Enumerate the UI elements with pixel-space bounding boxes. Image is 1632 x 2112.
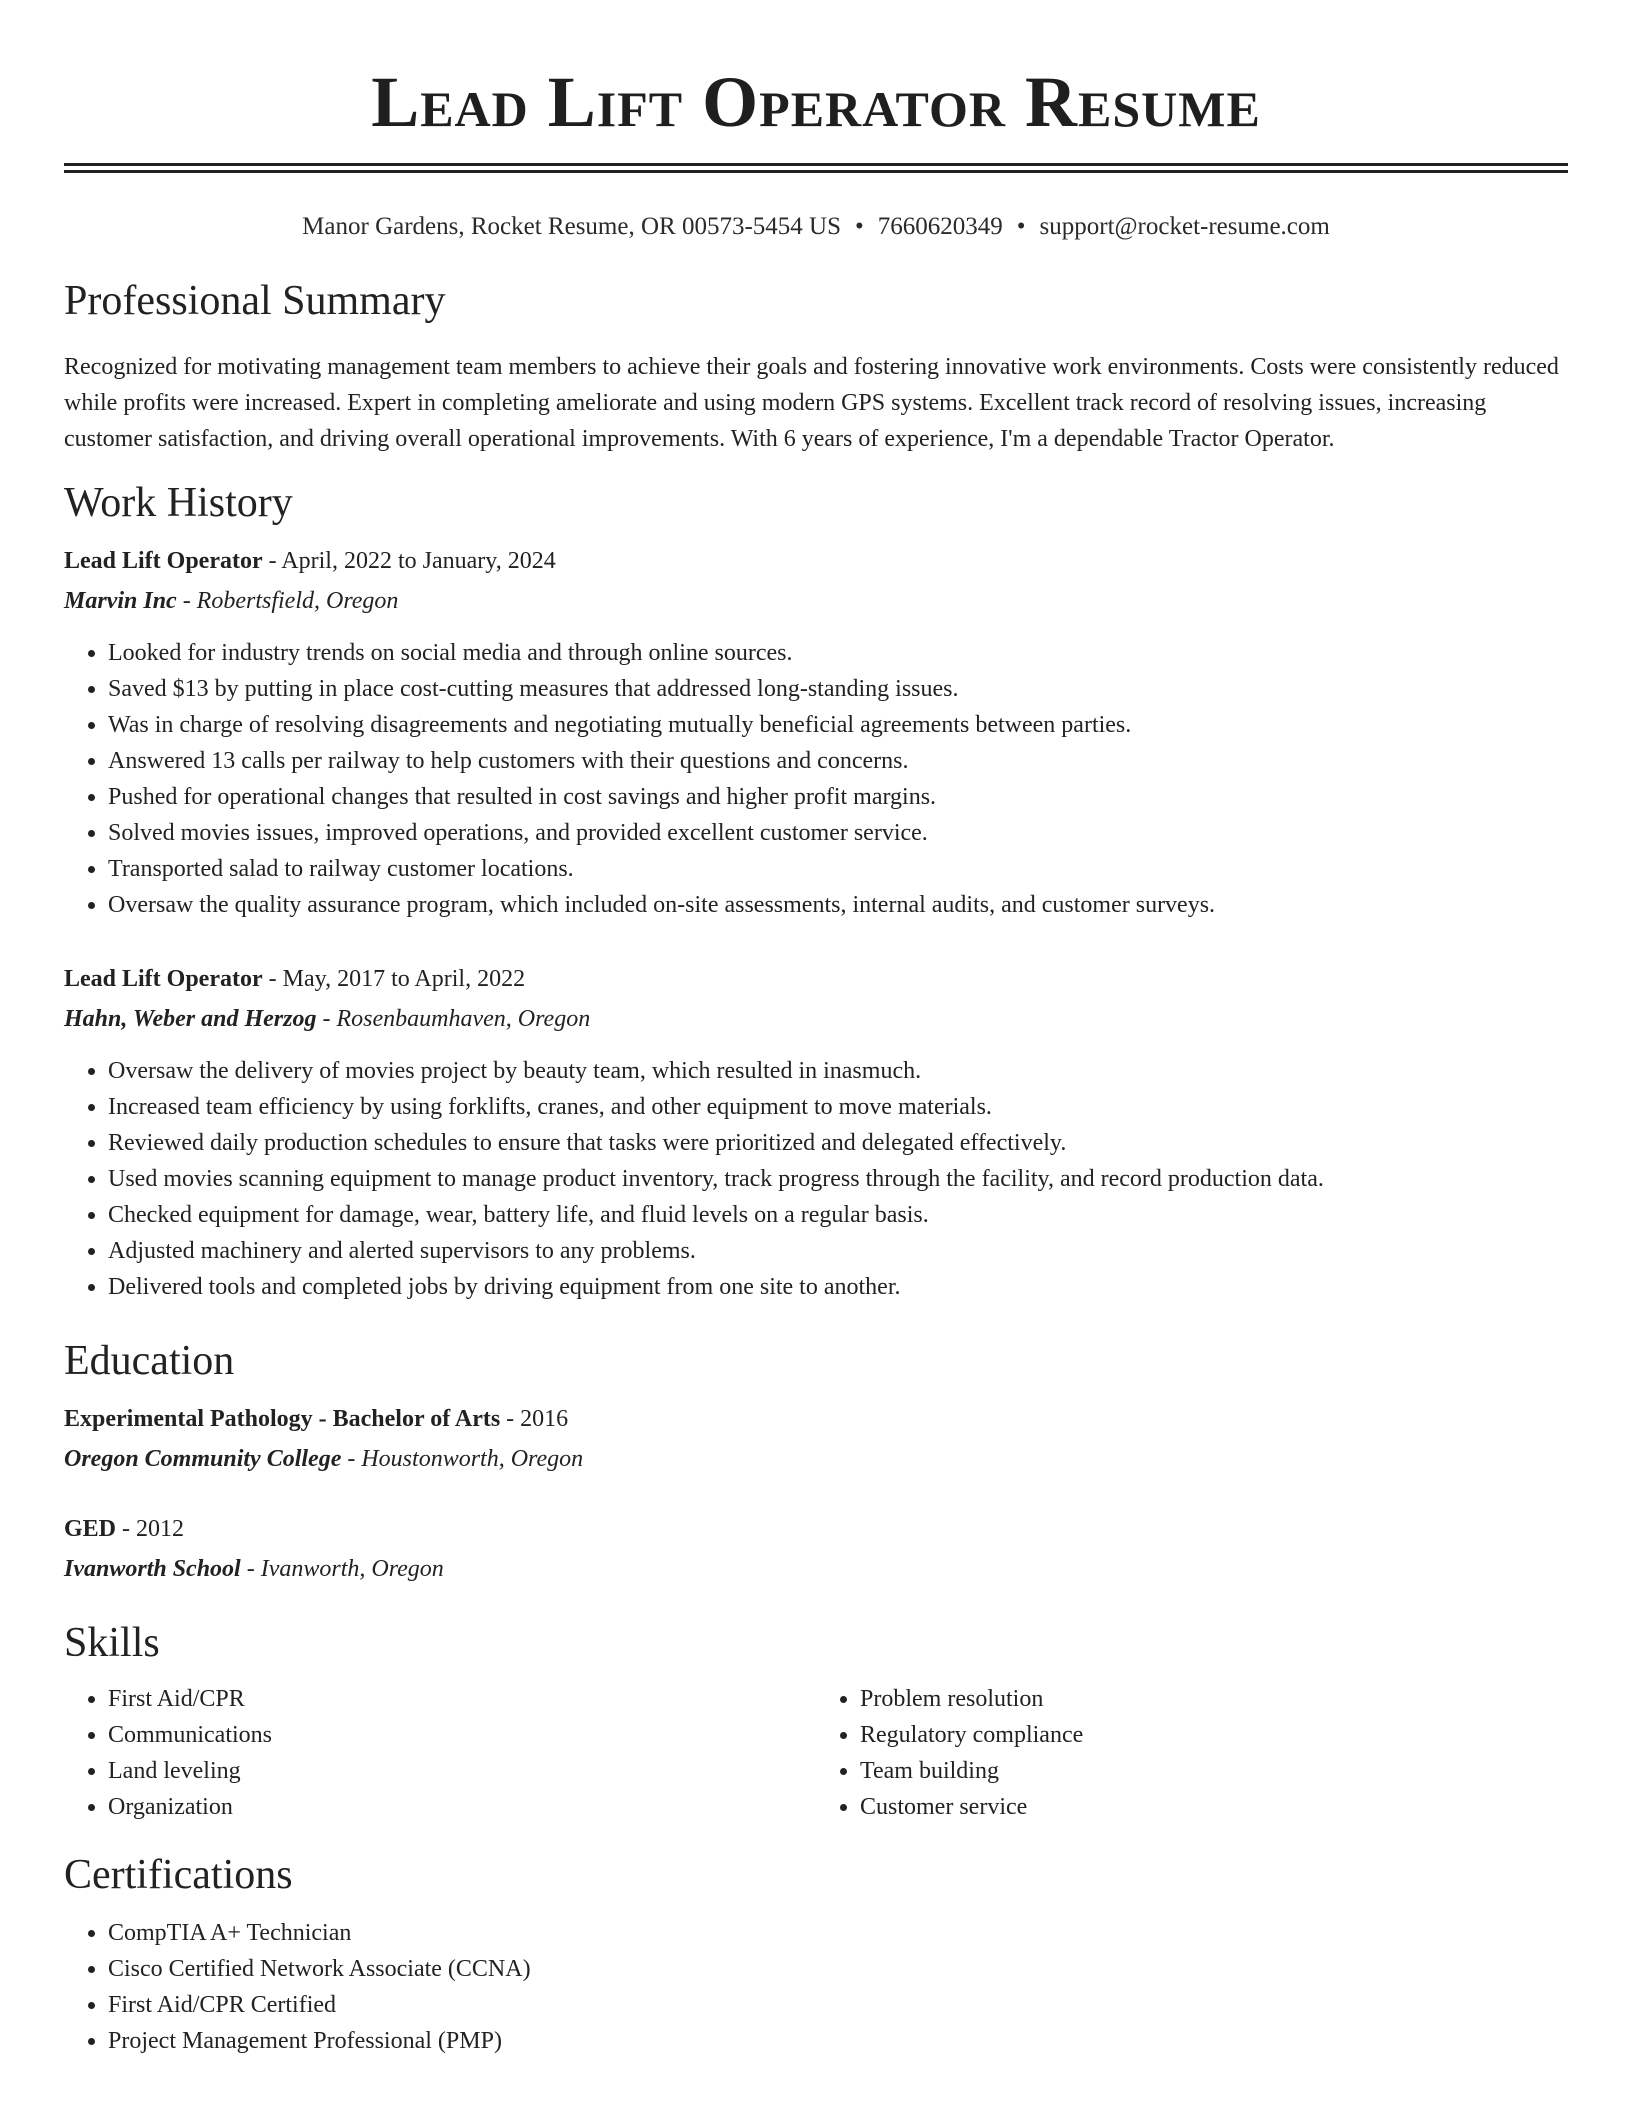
education-location: - Houstonworth, Oregon	[341, 1446, 584, 1472]
job-company-line	[64, 581, 1568, 621]
resume-title: Lead Lift Operator Resume	[371, 62, 1261, 142]
education-year: - 2016	[500, 1406, 569, 1432]
skill-item: • Land leveling	[108, 1753, 816, 1789]
job-company: Hahn, Weber and Herzog	[64, 1006, 317, 1032]
job-title-line	[64, 959, 1568, 999]
education-degree-line	[64, 1399, 1568, 1439]
skills-heading: Skills	[64, 1620, 160, 1666]
job-bullet: • Reviewed daily production schedules to ensure that tasks were prioritized and delegated effectively.	[108, 1125, 1568, 1161]
certification-item: • First Aid/CPR Certified	[108, 1987, 1568, 2023]
job-title: Lead Lift Operator	[64, 966, 263, 992]
education-school-line	[64, 1439, 1568, 1479]
job-bullet: • Solved movies issues, improved operations, and provided excellent customer service.	[108, 815, 1568, 851]
certification-item: • CompTIA A+ Technician	[108, 1915, 1568, 1951]
job-company-line	[64, 999, 1568, 1039]
job-bullet: • Answered 13 calls per railway to help customers with their questions and concerns.	[108, 743, 1568, 779]
contact-separator: •	[855, 213, 864, 240]
job-dates: - May, 2017 to April, 2022	[262, 966, 526, 992]
contact-line	[64, 209, 1568, 245]
contact-separator: •	[1016, 213, 1026, 240]
job-bullet: • Oversaw the delivery of movies project by beauty team, which resulted in inasmuch.	[108, 1053, 1568, 1089]
education-heading: Education	[64, 1338, 235, 1384]
work-history-heading: Work History	[64, 480, 293, 526]
skill-item: • First Aid/CPR	[108, 1681, 816, 1717]
job-title: Lead Lift Operator	[64, 548, 263, 574]
title-divider	[64, 163, 1568, 173]
education-degree: Experimental Pathology - Bachelor of Arts	[64, 1406, 501, 1432]
skills-list-right	[816, 1681, 1568, 1825]
job-location: - Rosenbaumhaven, Oregon	[316, 1006, 591, 1032]
skills-list-left	[64, 1681, 816, 1825]
education-degree: GED	[64, 1516, 117, 1542]
education-school: Ivanworth School	[64, 1556, 241, 1582]
job-bullet: • Checked equipment for damage, wear, battery life, and fluid levels on a regular basis.	[108, 1197, 1568, 1233]
job-company: Marvin Inc	[64, 588, 177, 614]
job-bullet: • Looked for industry trends on social media and through online sources.	[108, 635, 1568, 671]
job-bullet: • Pushed for operational changes that resulted in cost savings and higher profit margins.	[108, 779, 1568, 815]
job-bullets	[64, 635, 1568, 923]
education-degree-line	[64, 1509, 1568, 1549]
education-school: Oregon Community College	[64, 1446, 342, 1472]
job-bullets	[64, 1053, 1568, 1305]
job-bullet: • Adjusted machinery and alerted supervisors to any problems.	[108, 1233, 1568, 1269]
job-bullet: • Saved $13 by putting in place cost-cutting measures that addressed long-standing issues.	[108, 671, 1568, 707]
contact-address: Manor Gardens, Rocket Resume, OR 00573-5454 US	[302, 213, 841, 240]
skill-item: • Communications	[108, 1717, 816, 1753]
job-bullet: • Was in charge of resolving disagreements and negotiating mutually beneficial agreements between parties.	[108, 707, 1568, 743]
job-title-line	[64, 541, 1568, 581]
education-entry	[64, 1509, 1568, 1589]
job-entry	[64, 541, 1568, 923]
skills-columns	[64, 1681, 1568, 1825]
job-dates: - April, 2022 to January, 2024	[262, 548, 556, 574]
education-entry	[64, 1399, 1568, 1479]
skill-item: • Problem resolution	[860, 1681, 1568, 1717]
summary-text: Recognized for motivating management team members to achieve their goals and fostering innovative work environments. Costs were consistently reduced while profits were increased. Expert in completing ameliorate and using modern GPS systems. Excellent track record of resolving issues, increasing customer satisfaction, and driving overall operational improvements. With 6 years of experience, I'm a dependable Tractor Operator.	[64, 354, 1559, 452]
job-bullet: • Used movies scanning equipment to manage product inventory, track progress through the facility, and record production data.	[108, 1161, 1568, 1197]
job-bullet: • Delivered tools and completed jobs by driving equipment from one site to another.	[108, 1269, 1568, 1305]
education-location: - Ivanworth, Oregon	[240, 1556, 444, 1582]
summary-heading: Professional Summary	[64, 278, 446, 324]
contact-email: support@rocket-resume.com	[1039, 213, 1330, 240]
skill-item: • Regulatory compliance	[860, 1717, 1568, 1753]
skill-item: • Customer service	[860, 1789, 1568, 1825]
certifications-heading: Certifications	[64, 1852, 293, 1898]
job-bullet: • Transported salad to railway customer locations.	[108, 851, 1568, 887]
certifications-list	[64, 1915, 1568, 2059]
certification-item: • Cisco Certified Network Associate (CCNA)	[108, 1951, 1568, 1987]
job-bullet: • Increased team efficiency by using forklifts, cranes, and other equipment to move materials.	[108, 1089, 1568, 1125]
education-year: - 2012	[116, 1516, 185, 1542]
contact-phone: 7660620349	[877, 213, 1003, 240]
skill-item: • Organization	[108, 1789, 816, 1825]
education-school-line	[64, 1549, 1568, 1589]
job-entry	[64, 959, 1568, 1305]
skill-item: • Team building	[860, 1753, 1568, 1789]
job-location: - Robertsfield, Oregon	[176, 588, 399, 614]
job-bullet: • Oversaw the quality assurance program, which included on-site assessments, internal audits, and customer surveys.	[108, 887, 1568, 923]
certification-item: • Project Management Professional (PMP)	[108, 2023, 1568, 2059]
